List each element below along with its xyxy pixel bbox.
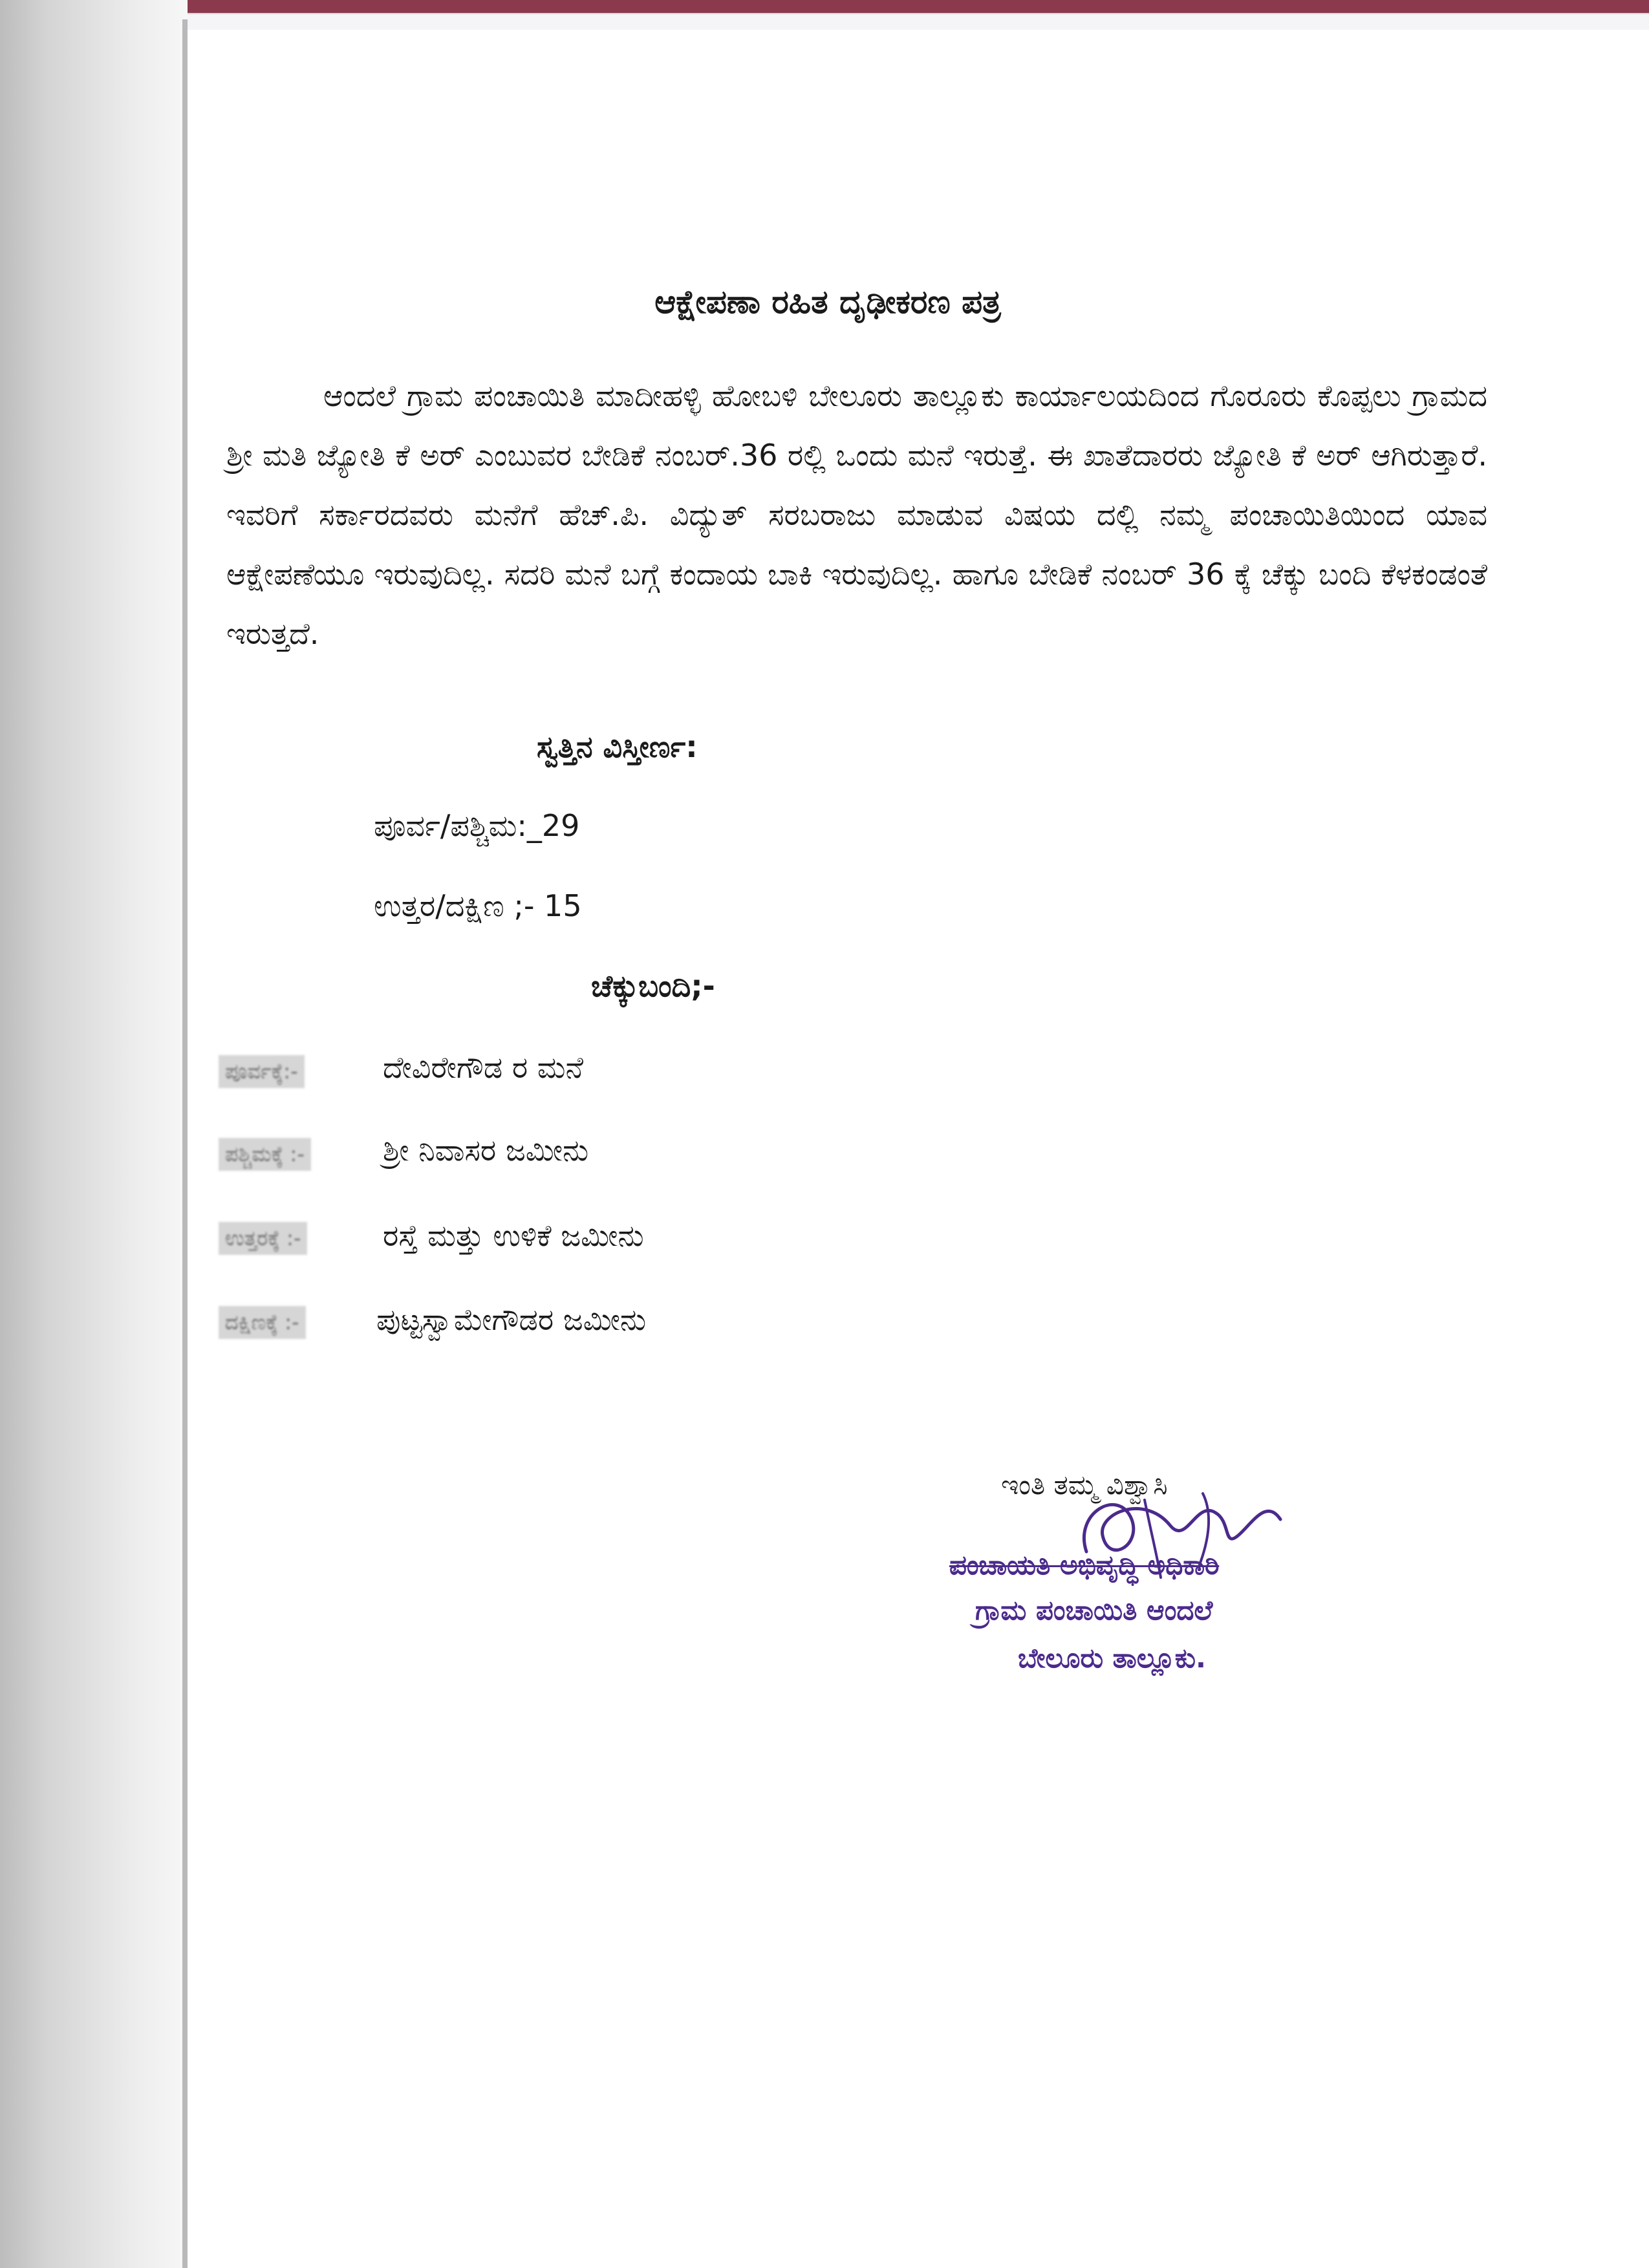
closing-line: ಇಂತಿ ತಮ್ಮ ವಿಶ್ವಾಸಿ xyxy=(1001,1469,1168,1501)
boundary-direction-north: ಉತ್ತರಕ್ಕೆ :- xyxy=(219,1222,307,1255)
boundary-value-north: ರಸ್ತೆ ಮತ್ತು ಉಳಿಕೆ ಜಮೀನು xyxy=(383,1218,644,1253)
boundary-value-east: ದೇವಿರೇಗೌಡ ರ ಮನೆ xyxy=(383,1050,583,1085)
stamp-taluk: ಬೇಲೂರು ತಾಲ್ಲೂಕು. xyxy=(1018,1642,1206,1674)
east-west-measurement: ಪೂರ್ವ/ಪಶ್ಚಿಮ:_29 xyxy=(374,808,580,843)
boundary-value-south: ಪುಟ್ಟಸ್ವಾಮೇಗೌಡರ ಜಮೀನು xyxy=(376,1302,647,1337)
area-heading: ಸ್ವತ್ತಿನ ವಿಸ್ತೀರ್ಣ: xyxy=(537,729,698,764)
boundary-value-west: ಶ್ರೀ ನಿವಾಸರ ಜಮೀನು xyxy=(383,1133,589,1168)
document-title: ಆಕ್ಷೇಪಣಾ ರಹಿತ ದೃಢೀಕರಣ ಪತ್ರ xyxy=(654,283,1001,321)
document-body: ಆಂದಲೆ ಗ್ರಾಮ ಪಂಚಾಯಿತಿ ಮಾದೀಹಳ್ಳಿ ಹೋಬಳಿ ಬೇಲೂರು ತಾಲ್ಲೂಕು ಕಾರ್ಯಾಲಯದಿಂದ ಗೊರೂರು ಕೊಪ್ಪಲು ಗ್ರಾಮದ ಶ್ರೀ ಮತಿ ಜ್ಯೋತಿ ಕೆ ಅರ್ ಎಂಬುವರ ಬೇಡಿಕೆ ನಂಬರ್.36 ರಲ್ಲಿ ಒಂದು ಮನೆ ಇರುತ್ತೆ. ಈ ಖಾತೆದಾರರು ಜ್ಯೋತಿ ಕೆ ಅರ್ ಆಗಿರುತ್ತಾರೆ. ಇವರಿಗೆ ಸರ್ಕಾರದವರು ಮನೆಗೆ ಹೆಚ್.ಪಿ. ವಿದ್ಯುತ್ ಸರಬರಾಜು ಮಾಡುವ ವಿಷಯ ದಲ್ಲಿ ನಮ್ಮ ಪಂಚಾಯಿತಿಯಿಂದ ಯಾವ ಆಕ್ಷೇಪಣೆಯೂ ಇರುವುದಿಲ್ಲ. ಸದರಿ ಮನೆ ಬಗ್ಗೆ ಕಂದಾಯ ಬಾಕಿ ಇರುವುದಿಲ್ಲ. ಹಾಗೂ ಬೇಡಿಕೆ ನಂಬರ್ 36 ಕ್ಕೆ ಚೆಕ್ಕು ಬಂದಿ ಕೆಳಕಂಡಂತೆ ಇರುತ್ತದೆ. xyxy=(226,378,1487,651)
boundary-direction-west: ಪಶ್ಚಿಮಕ್ಕೆ :- xyxy=(219,1138,311,1171)
boundary-direction-east: ಪೂರ್ವಕ್ಕೆ:- xyxy=(219,1055,305,1088)
boundary-direction-south: ದಕ್ಷಿಣಕ್ಕೆ :- xyxy=(219,1306,306,1339)
boundary-heading: ಚೆಕ್ಕುಬಂದಿ;- xyxy=(591,968,715,1003)
north-south-measurement: ಉತ್ತರ/ದಕ್ಷಿಣ ;- 15 xyxy=(374,888,582,923)
stamp-designation: ಪಂಚಾಯತಿ ಅಭಿವೃದ್ಧಿ ಅಧಿಕಾರಿ xyxy=(949,1549,1220,1581)
scan-left-shadow xyxy=(0,0,188,2268)
page-left-edge xyxy=(182,19,188,2268)
stamp-panchayat: ಗ್ರಾಮ ಪಂಚಾಯಿತಿ ಆಂದಲೆ xyxy=(975,1594,1213,1626)
